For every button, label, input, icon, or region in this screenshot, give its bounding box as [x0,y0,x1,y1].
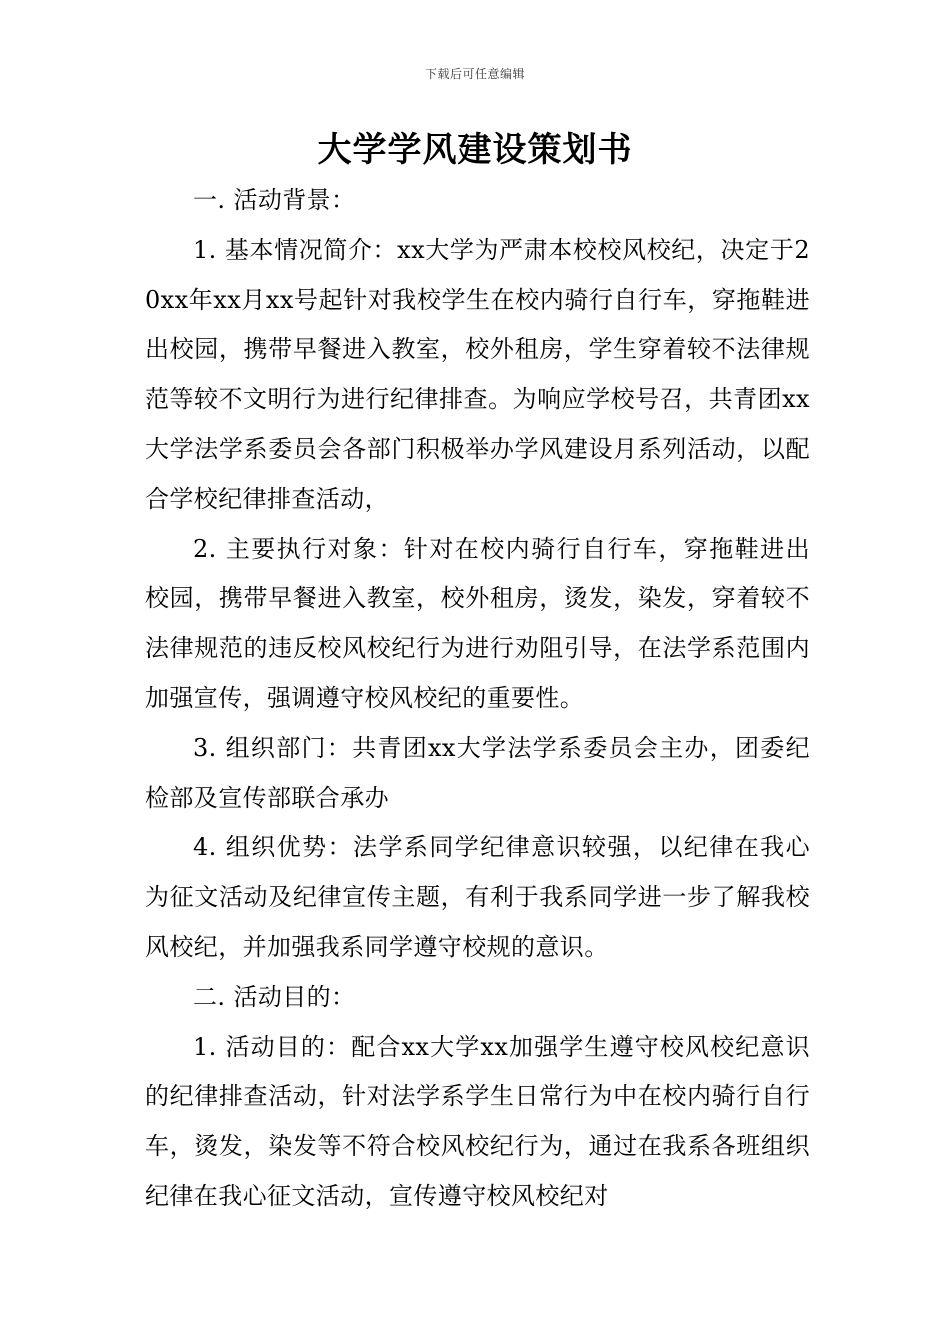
paragraph-main-targets: 2. 主要执行对象：针对在校内骑行自行车，穿拖鞋进出校园，携带早餐进入教室，校外租房，烫发，染发，穿着较不法律规范的违反校风校纪行为进行劝阻引导，在法学系范围内加强宣传，强调遵守校风校纪的重要性。 [145,534,810,712]
header-note: 下载后可任意编辑 [424,67,525,81]
paragraph-advantages: 4. 组织优势：法学系同学纪律意识较强，以纪律在我心为征文活动及纪律宣传主题，有利于我系同学进一步了解我校风校纪，并加强我系同学遵守校规的意识。 [145,833,810,961]
section-heading-purpose: 二. 活动目的： [193,982,356,1011]
paragraph-organizers: 3. 组织部门：共青团xx大学法学系委员会主办，团委纪检部及宣传部联合承办 [145,733,810,812]
paragraph-basic-situation: 1. 基本情况简介：xx大学为严肃本校校风校纪，决定于20xx年xx月xx号起针对我校学生在校内骑行自行车，穿拖鞋进出校园，携带早餐进入教室，校外租房，学生穿着较不法律规范等较不文明行为进行纪律排查。为响应学校号召，共青团xx大学法学系委员会各部门积极举办学风建设月系列活动，以配合学校纪律排查活动， [145,235,810,513]
document-title: 大学学风建设策划书 [317,130,633,170]
section-heading-background: 一. 活动背景： [193,186,356,214]
document-body [145,176,810,1222]
paragraph-purpose: 1. 活动目的：配合xx大学xx加强学生遵守校风校纪意识的纪律排查活动，针对法学系学生日常行为中在校内骑行自行车，烫发，染发等不符合校风校纪行为，通过在我系各班组织纪律在我心征文活动，宣传遵守校风校纪对 [145,1032,810,1210]
